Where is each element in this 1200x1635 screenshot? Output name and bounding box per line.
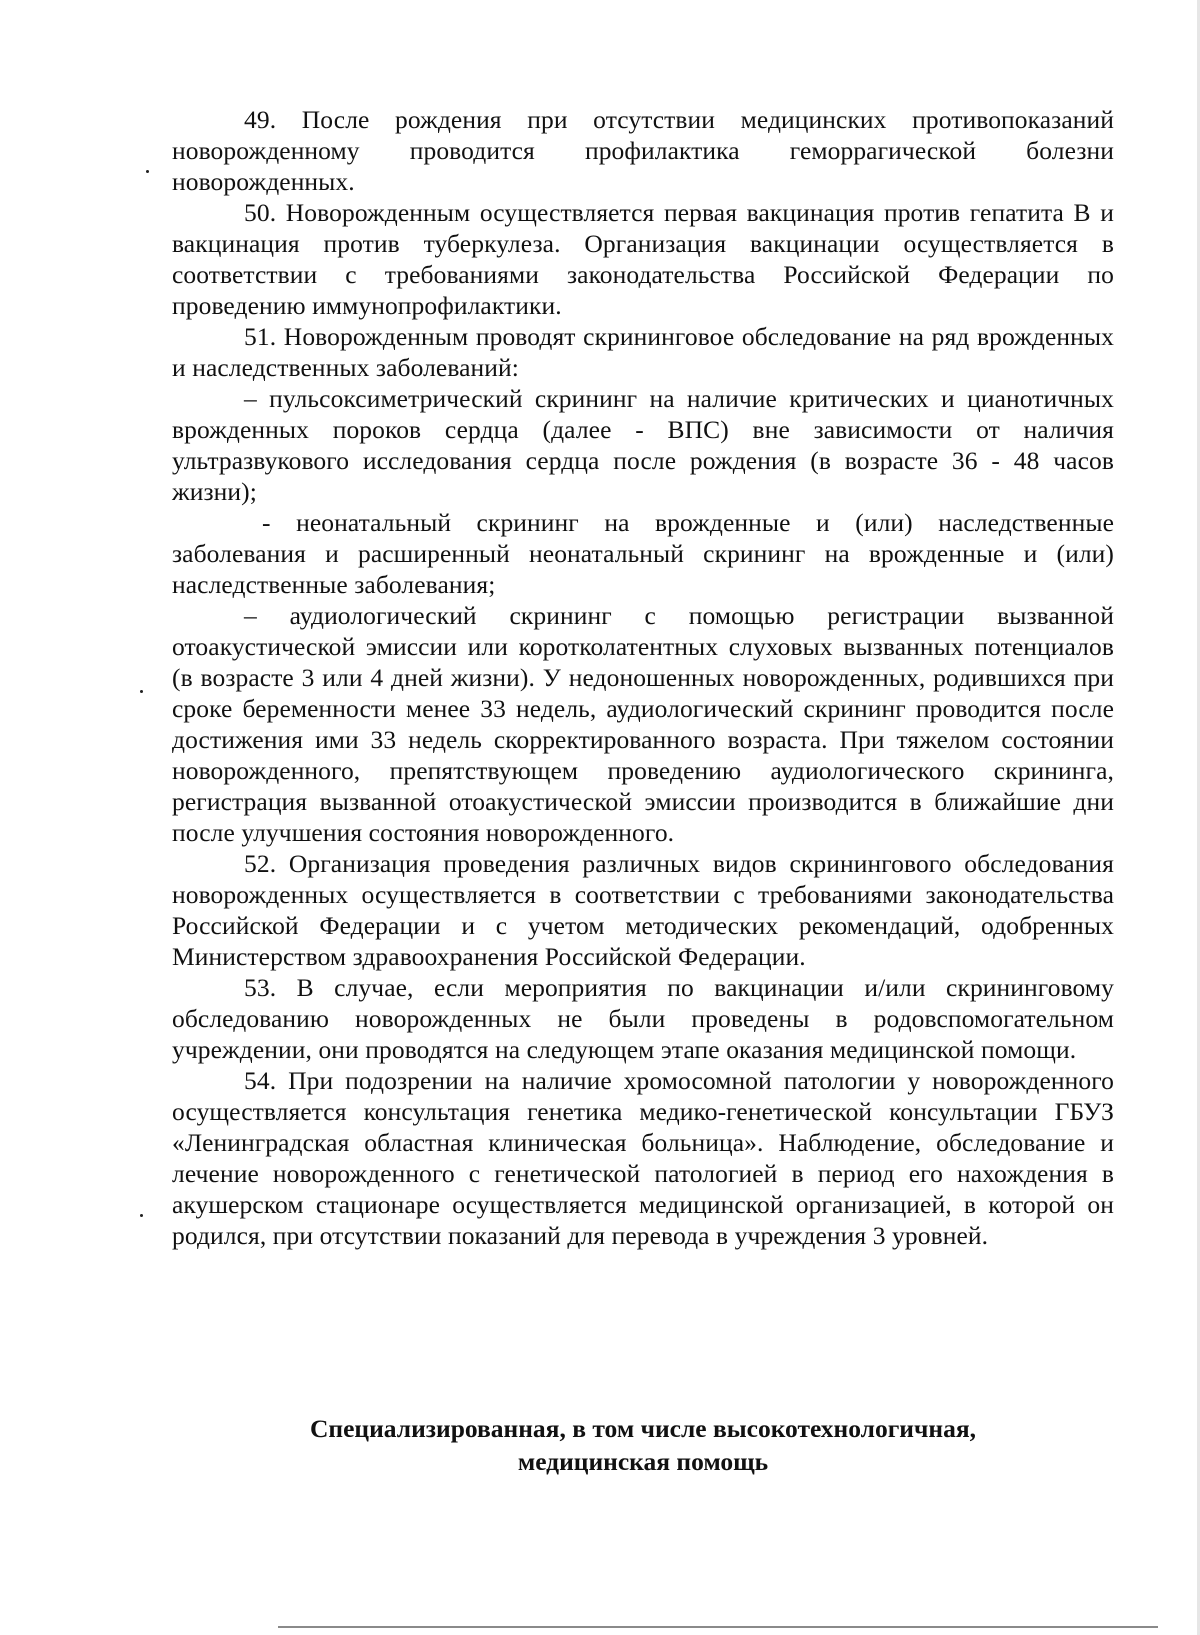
list-item-audiology-screening: – аудиологический скрининг с помощью регистрации вызванной отоакустической эмиссии или коротколатентных слуховых вызванных потенциалов (в возрасте 3 или 4 дней жизни). У недоношенных новорожденных, родившихся при сроке беременности менее 33 недель, аудиологический скрининг проводится после достижения ими 33 недель скорректированного возраста. При тяжелом состоянии новорожденного, препятствующем проведению аудиологического скрининга, регистрация вызванной отоакустической эмиссии производится в ближайшие дни после улучшения состояния новорожденного. bbox=[172, 601, 1114, 847]
paragraph-49: 49. После рождения при отсутствии медицинских противопоказаний новорожденному проводится профилактика геморрагической болезни новорожденных. bbox=[172, 105, 1114, 196]
document-body bbox=[172, 104, 1114, 1251]
list-item-pulse-oximetry: – пульсоксиметрический скрининг на наличие критических и цианотичных врожденных пороков сердца (далее - ВПС) вне зависимости от наличия ультразвукового исследования сердца после рождения (в возрасте 36 - 48 часов жизни); bbox=[172, 384, 1114, 506]
paragraph-53: 53. В случае, если мероприятия по вакцинации и/или скрининговому обследованию новорожденных не были проведены в родовспомогательном учреждении, они проводятся на следующем этапе оказания медицинской помощи. bbox=[172, 973, 1114, 1064]
scan-bottom-line bbox=[278, 1626, 1158, 1628]
section-heading bbox=[172, 1412, 1114, 1478]
scan-speck bbox=[146, 170, 149, 173]
scan-speck bbox=[140, 1214, 143, 1217]
paragraph-51: 51. Новорожденным проводят скрининговое обследование на ряд врожденных и наследственных заболеваний: bbox=[172, 322, 1114, 382]
paragraph-54: 54. При подозрении на наличие хромосомной патологии у новорожденного осуществляется консультация генетика медико-генетической консультации ГБУЗ «Ленинградская областная клиническая больница». Наблюдение, обследование и лечение новорожденного с генетической патологией в период его нахождения в акушерском стационаре осуществляется медицинской организацией, в которой он родился, при отсутствии показаний для перевода в учреждения 3 уровней. bbox=[172, 1066, 1114, 1250]
list-item-neonatal-screening: - неонатальный скрининг на врожденные и (или) наследственные заболевания и расширенный неонатальный скрининг на врожденные и (или) наследственные заболевания; bbox=[172, 508, 1114, 599]
section-heading-line-1: Специализированная, в том числе высокотехнологичная, bbox=[310, 1414, 976, 1443]
section-heading-line-2: медицинская помощь bbox=[517, 1447, 769, 1476]
paragraph-50: 50. Новорожденным осуществляется первая вакцинация против гепатита В и вакцинация против туберкулеза. Организация вакцинации осуществляется в соответствии с требованиями законодательства Российской Федерации по проведению иммунопрофилактики. bbox=[172, 198, 1114, 320]
scan-speck bbox=[140, 690, 143, 693]
paragraph-52: 52. Организация проведения различных видов скринингового обследования новорожденных осуществляется в соответствии с требованиями законодательства Российской Федерации и с учетом методических рекомендаций, одобренных Министерством здравоохранения Российской Федерации. bbox=[172, 849, 1114, 971]
